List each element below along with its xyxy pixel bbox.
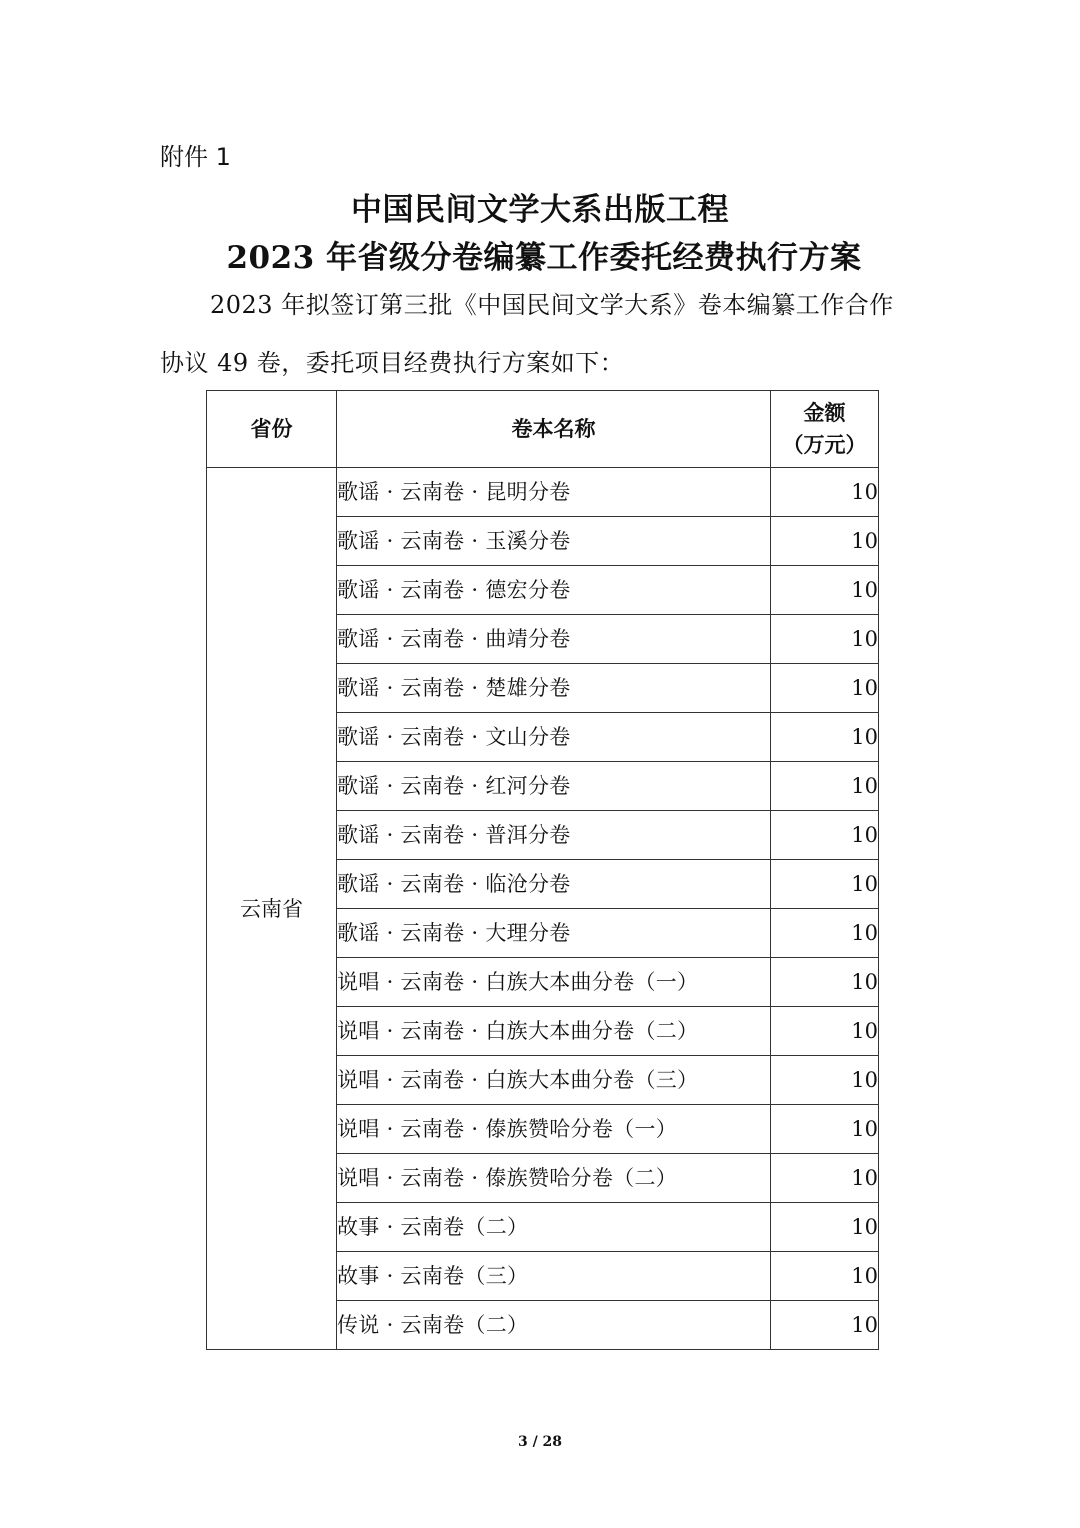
header-amount-label: 金额 — [803, 401, 846, 425]
amount-cell: 10 — [771, 1105, 879, 1154]
document-title-line-1: 中国民间文学大系出版工程 — [351, 192, 729, 228]
volume-name-cell: 歌谣 · 云南卷 · 大理分卷 — [337, 909, 771, 958]
document-title-line-2: 2023 年省级分卷编纂工作委托经费执行方案 — [226, 240, 862, 276]
volume-name-cell: 故事 · 云南卷（三） — [337, 1252, 771, 1301]
header-volume-name: 卷本名称 — [337, 391, 771, 468]
province-cell: 云南省 — [207, 468, 337, 1350]
volume-name-cell: 歌谣 · 云南卷 · 昆明分卷 — [337, 468, 771, 517]
table-body — [207, 468, 879, 1350]
volume-name-cell: 说唱 · 云南卷 · 白族大本曲分卷（二） — [337, 1007, 771, 1056]
volume-name-cell: 歌谣 · 云南卷 · 普洱分卷 — [337, 811, 771, 860]
amount-cell: 10 — [771, 1154, 879, 1203]
attachment-label: 附件 1 — [160, 143, 231, 171]
amount-cell: 10 — [771, 1203, 879, 1252]
amount-cell: 10 — [771, 664, 879, 713]
amount-cell: 10 — [771, 1056, 879, 1105]
amount-cell: 10 — [771, 713, 879, 762]
amount-cell: 10 — [771, 762, 879, 811]
intro-paragraph-line-1: 2023 年拟签订第三批《中国民间文学大系》卷本编纂工作合作 — [210, 291, 894, 319]
header-amount — [771, 391, 879, 468]
amount-cell: 10 — [771, 1252, 879, 1301]
budget-table — [206, 390, 879, 1350]
volume-name-cell: 说唱 · 云南卷 · 傣族赞哈分卷（一） — [337, 1105, 771, 1154]
amount-cell: 10 — [771, 615, 879, 664]
volume-name-cell: 说唱 · 云南卷 · 傣族赞哈分卷（二） — [337, 1154, 771, 1203]
volume-name-cell: 歌谣 · 云南卷 · 曲靖分卷 — [337, 615, 771, 664]
intro-paragraph-line-2: 协议 49 卷，委托项目经费执行方案如下： — [160, 349, 625, 377]
amount-cell: 10 — [771, 468, 879, 517]
volume-name-cell: 歌谣 · 云南卷 · 玉溪分卷 — [337, 517, 771, 566]
volume-name-cell: 歌谣 · 云南卷 · 临沧分卷 — [337, 860, 771, 909]
header-amount-unit: （万元） — [782, 433, 867, 457]
header-province: 省份 — [207, 391, 337, 468]
amount-cell: 10 — [771, 1301, 879, 1350]
volume-name-cell: 歌谣 · 云南卷 · 德宏分卷 — [337, 566, 771, 615]
table-row — [207, 468, 879, 517]
amount-cell: 10 — [771, 860, 879, 909]
volume-name-cell: 传说 · 云南卷（二） — [337, 1301, 771, 1350]
volume-name-cell: 歌谣 · 云南卷 · 文山分卷 — [337, 713, 771, 762]
page-number: 3 / 28 — [517, 1434, 563, 1450]
volume-name-cell: 故事 · 云南卷（二） — [337, 1203, 771, 1252]
amount-cell: 10 — [771, 811, 879, 860]
amount-cell: 10 — [771, 909, 879, 958]
amount-cell: 10 — [771, 517, 879, 566]
volume-name-cell: 说唱 · 云南卷 · 白族大本曲分卷（一） — [337, 958, 771, 1007]
amount-cell: 10 — [771, 958, 879, 1007]
volume-name-cell: 歌谣 · 云南卷 · 楚雄分卷 — [337, 664, 771, 713]
table-header-row — [207, 391, 879, 468]
volume-name-cell: 歌谣 · 云南卷 · 红河分卷 — [337, 762, 771, 811]
amount-cell: 10 — [771, 1007, 879, 1056]
volume-name-cell: 说唱 · 云南卷 · 白族大本曲分卷（三） — [337, 1056, 771, 1105]
amount-cell: 10 — [771, 566, 879, 615]
